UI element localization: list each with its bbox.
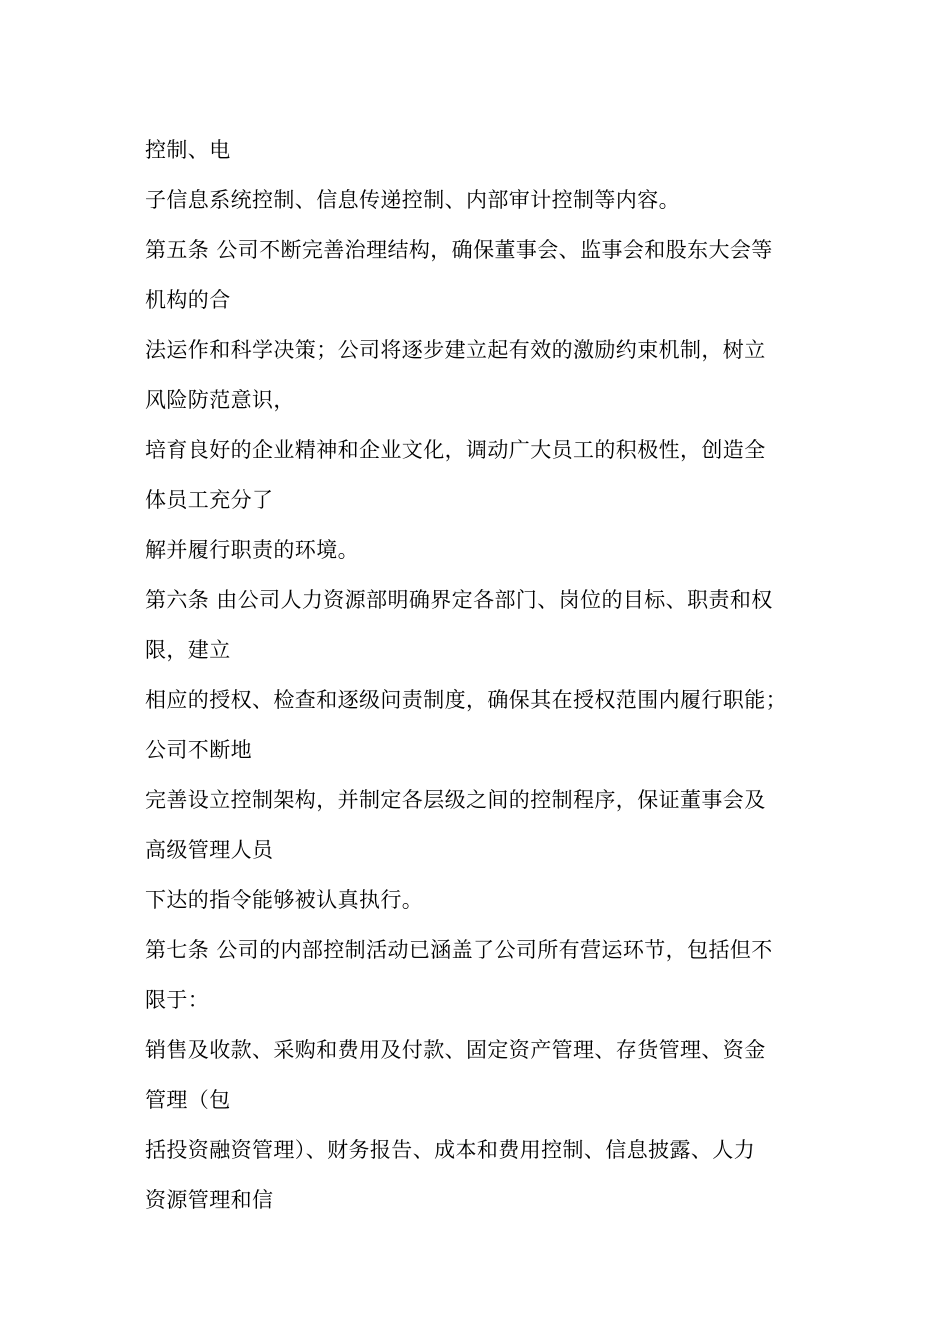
text-line: 第六条 由公司人力资源部明确界定各部门、岗位的目标、职责和权 bbox=[145, 588, 773, 612]
text-line: 控制、电 bbox=[145, 138, 231, 162]
text-line: 下达的指令能够被认真执行。 bbox=[145, 888, 424, 912]
text-line: 限于： bbox=[145, 988, 210, 1012]
text-line: 高级管理人员 bbox=[145, 838, 274, 862]
text-line: 括投资融资管理）、财务报告、成本和费用控制、信息披露、人力 bbox=[145, 1138, 756, 1162]
text-line: 资源管理和信 bbox=[145, 1188, 274, 1212]
text-line: 销售及收款、采购和费用及付款、固定资产管理、存货管理、资金 bbox=[145, 1038, 766, 1062]
text-line: 第七条 公司的内部控制活动已涵盖了公司所有营运环节，包括但不 bbox=[145, 938, 773, 962]
text-line: 子信息系统控制、信息传递控制、内部审计控制等内容。 bbox=[145, 188, 680, 212]
text-line: 风险防范意识， bbox=[145, 388, 295, 412]
text-line: 相应的授权、检查和逐级问责制度，确保其在授权范围内履行职能； bbox=[145, 688, 787, 712]
text-line: 法运作和科学决策；公司将逐步建立起有效的激励约束机制，树立 bbox=[145, 338, 766, 362]
document-body bbox=[145, 125, 835, 1225]
text-line: 解并履行职责的环境。 bbox=[145, 538, 359, 562]
text-line: 管理（包 bbox=[145, 1088, 231, 1112]
text-line: 完善设立控制架构，并制定各层级之间的控制程序，保证董事会及 bbox=[145, 788, 766, 812]
text-line: 机构的合 bbox=[145, 288, 231, 312]
text-line: 限，建立 bbox=[145, 638, 231, 662]
text-line: 第五条 公司不断完善治理结构，确保董事会、监事会和股东大会等 bbox=[145, 238, 773, 262]
text-line: 培育良好的企业精神和企业文化，调动广大员工的积极性，创造全 bbox=[145, 438, 766, 462]
text-line: 体员工充分了 bbox=[145, 488, 274, 512]
text-line: 公司不断地 bbox=[145, 738, 252, 762]
